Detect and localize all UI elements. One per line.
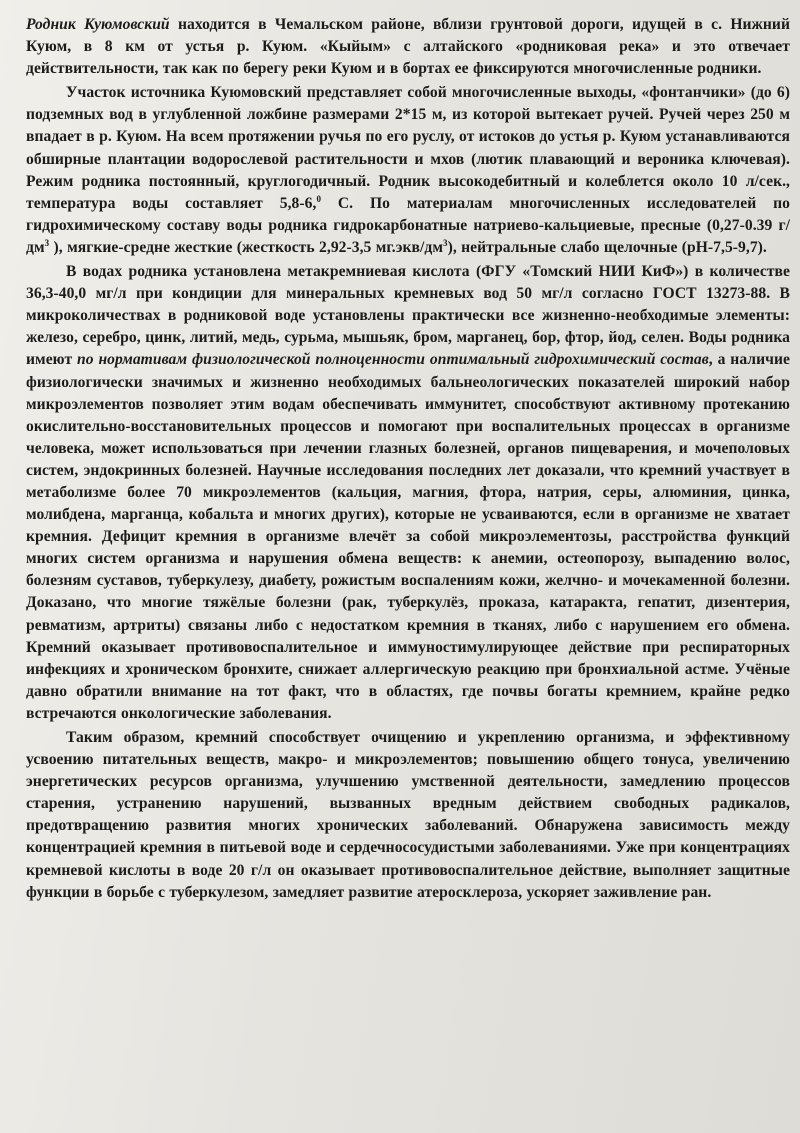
text-run: находится в Чемальском районе, вблизи грунтовой дороги, идущей в с. Нижний Куюм, в 8 км от устья р. Куюм. «Кыйым» с алтайского «родниковая река» и это отвечает действительности, так как по берегу реки Куюм и в бортах ее фиксируются многочисленные родники.	[26, 16, 790, 78]
superscript: 3	[443, 237, 448, 248]
spring-name: Родник Куюмовский	[26, 16, 170, 33]
text-run: В водах родника установлена метакремниевая кислота (ФГУ «Томский НИИ КиФ») в количестве 36,3-40,0 мг/л при кондиции для минеральных кремневых вод 50 мг/л согласно ГОСТ 13273-88. В микроколичествах в родниковой воде установлены практически все жизненно-необходимые элементы: железо, серебро, цинк, литий, медь, сурьма, мышьяк, бром, марганец, бор, фтор, йод, селен. Воды родника имеют	[26, 263, 790, 369]
paragraph-composition	[26, 261, 790, 725]
text-run: , а наличие физиологически значимых и жизненно необходимых бальнеологических показателей широкий набор микроэлементов позволяет этим водам обеспечивать иммунитет, способствуют активному протеканию окислительно-восстановительных процессов и помогают при воспалительных процессах в организме человека, может использоваться при лечении глазных болезней, органов пищеварения, и мочеполовых систем, эндокринных болезней. Научные исследования последних лет доказали, что кремний участвует в метаболизме более 70 микроэлементов (кальция, магния, фтора, натрия, серы, алюминия, цинка, молибдена, марганца, кобальта и многих других), которые не усваиваются, если в организме не хватает кремния. Дефицит кремния в организме влечёт за собой микроэлементозы, расстройства функций многих систем организма и нарушения обмена веществ: к анемии, остеопорозу, выпадению волос, болезням суставов, туберкулезу, диабету, рожистым воспалениям кожи, желчно- и мочекаменной болезни. Доказано, что многие тяжёлые болезни (рак, туберкулёз, проказа, катаракта, гепатит, дизентерия, ревматизм, артриты) связаны либо с недостатком кремния в тканях, либо с нарушением его обмена. Кремний оказывает противовоспалительное и иммуностимулирующее действие при респираторных инфекциях и хроническом бронхите, снижает аллергическую реакцию при бронхиальной астме. Учёные давно обратили внимание на тот факт, что в областях, где почвы богаты кремнием, крайне редко встречаются онкологические заболевания.	[26, 351, 790, 722]
text-run: ), мягкие-средне жесткие (жесткость 2,92-3,5 мг.экв/дм	[49, 238, 444, 256]
paragraph-location	[26, 14, 790, 80]
text-run: С. По материалам многочисленных исследователей по гидрохимическому составу воды родника гидрокарбонатные натриево-кальциевые, пресные (0,27-0.39 г/дм	[26, 194, 790, 256]
superscript: 3	[44, 237, 50, 248]
emphasis-run: по нормативам физиологической полноценности оптимальный гидрохимический состав	[77, 351, 709, 369]
paragraph-conclusion	[26, 727, 790, 904]
text-run: ), нейтральные слабо щелочные (рН-7,5-9,7).	[447, 238, 767, 256]
paragraph-source-description	[26, 82, 790, 259]
text-run: Участок источника Куюмовский представляет собой многочисленные выходы, «фонтанчики» (до 6) подземных вод в углубленной ложбине размерами 2*15 м, из которой вытекает ручей. Ручей через 250 м впадает в р. Куюм. На всем протяжении ручья по его руслу, от истоков до устья р. Куюм устанавливаются обширные плантации водорослевой растительности и мхов (лютик плавающий и вероника ключевая). Режим родника постоянный, круглогодичный. Родник высокодебитный и колеблется около 10 л/сек., температура воды составляет 5,8-6,	[26, 84, 790, 212]
text-run: Таким образом, кремний способствует очищению и укреплению организма, и эффективному усвоению питательных веществ, макро- и микроэлементов; повышению общего тонуса, увеличению энергетических ресурсов организма, улучшению умственной деятельности, замедлению процессов старения, устранению нарушений, вызванных вредным действием свободных радикалов, предотвращению развития многих хронических заболеваний. Обнаружена зависимость между концентрацией кремния в питьевой воде и сердечнососудистыми заболеваниями. Уже при концентрациях кремневой кислоты в воде 20 г/л он оказывает противовоспалительное действие, выполняет защитные функции в борьбе с туберкулезом, замедляет развитие атеросклероза, ускоряет заживление ран.	[26, 729, 790, 901]
superscript: 0	[316, 193, 321, 204]
